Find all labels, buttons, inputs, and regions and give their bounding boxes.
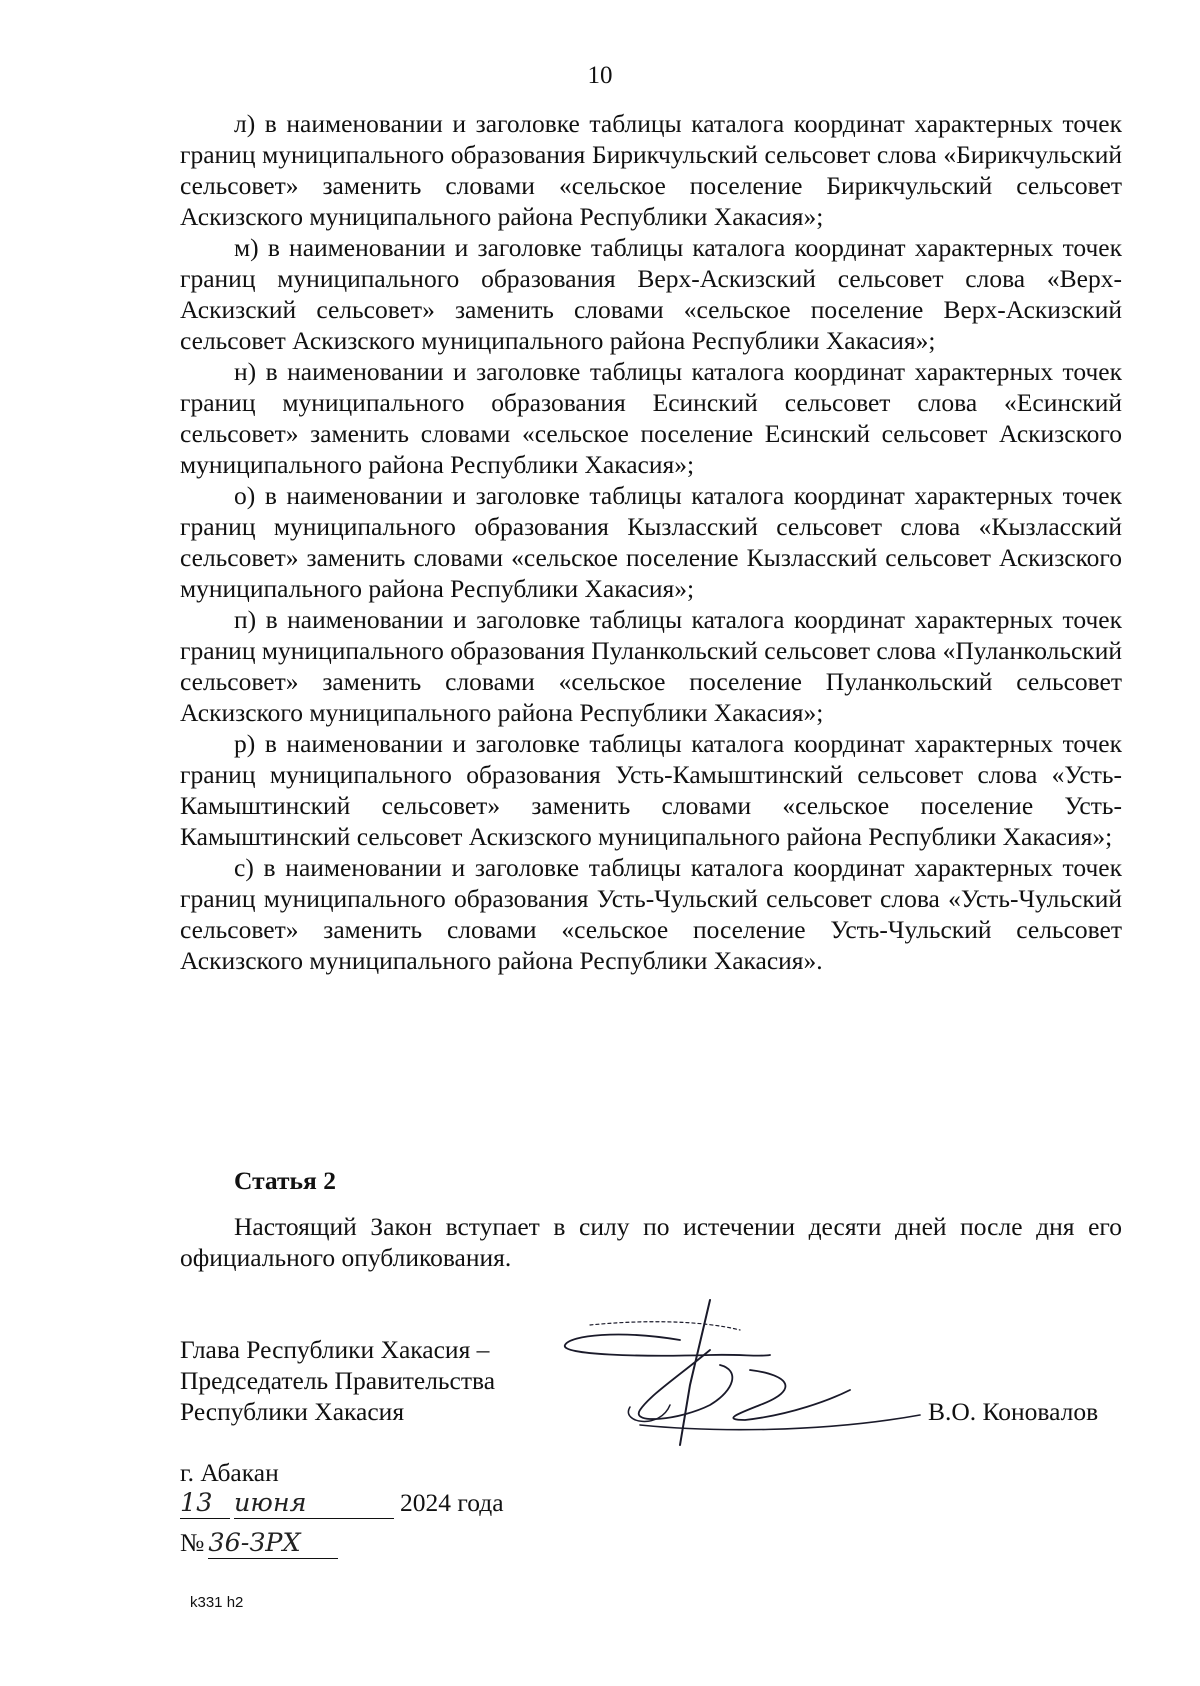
date-day: 13 (180, 1488, 230, 1519)
handwritten-signature (560, 1295, 960, 1455)
page-number: 10 (587, 62, 613, 89)
date-month: июня (234, 1488, 394, 1519)
signatory-name: В.О. Коновалов (928, 1397, 1099, 1426)
place-of-signing: г. Абакан (180, 1458, 279, 1487)
amendment-paragraph: л) в наименовании и заголовке таблицы каталога координат характерных точек границ муниципального образования Бирикчульский сельсовет слова «Бирикчульский сельсовет» заменить словами «сельское поселение Бирикчульский сельсовет Аскизского муниципального района Республики Хакасия»; (180, 109, 1122, 231)
amendment-list (180, 108, 1122, 976)
amendment-paragraph: о) в наименовании и заголовке таблицы каталога координат характерных точек границ муниципального образования Кызласский сельсовет слова «Кызласский сельсовет» заменить словами «сельское поселение Кызласский сельсовет Аскизского муниципального района Республики Хакасия»; (180, 481, 1122, 603)
signatory-title-line: Республики Хакасия (180, 1397, 405, 1426)
amendment-paragraph: р) в наименовании и заголовке таблицы каталога координат характерных точек границ муниципального образования Усть-Камыштинский сельсовет слова «Усть-Камыштинский сельсовет» заменить словами «сельское поселение Усть-Камыштинский сельсовет Аскизского муниципального района Республики Хакасия»; (180, 729, 1122, 851)
number-value: 36-ЗРХ (208, 1528, 338, 1559)
date-year: 2024 года (400, 1488, 504, 1517)
amendment-paragraph: н) в наименовании и заголовке таблицы каталога координат характерных точек границ муниципального образования Есинский сельсовет слова «Есинский сельсовет» заменить словами «сельское поселение Есинский сельсовет Аскизского муниципального района Республики Хакасия»; (180, 357, 1122, 479)
signatory-title-line: Глава Республики Хакасия – (180, 1335, 490, 1364)
amendment-paragraph: п) в наименовании и заголовке таблицы каталога координат характерных точек границ муниципального образования Пуланкольский сельсовет слова «Пуланкольский сельсовет» заменить словами «сельское поселение Пуланкольский сельсовет Аскизского муниципального района Республики Хакасия»; (180, 605, 1122, 727)
law-number (180, 1528, 338, 1559)
signatory-title (180, 1334, 495, 1427)
article-title: Статья 2 (234, 1166, 336, 1195)
amendment-paragraph: с) в наименовании и заголовке таблицы каталога координат характерных точек границ муниципального образования Усть-Чульский сельсовет слова «Усть-Чульский сельсовет» заменить словами «сельское поселение Усть-Чульский сельсовет Аскизского муниципального района Республики Хакасия». (180, 853, 1122, 975)
number-label: № (180, 1528, 205, 1557)
signing-date (180, 1488, 504, 1519)
article-text: Настоящий Закон вступает в силу по истечении десяти дней после дня его официального опубликования. (180, 1212, 1122, 1272)
signatory-title-line: Председатель Правительства (180, 1366, 496, 1395)
document-code: k331 h2 (190, 1594, 244, 1611)
amendment-paragraph: м) в наименовании и заголовке таблицы каталога координат характерных точек границ муниципального образования Верх-Аскизский сельсовет слова «Верх-Аскизский сельсовет» заменить словами «сельское поселение Верх-Аскизский сельсовет Аскизского муниципального района Республики Хакасия»; (180, 233, 1122, 355)
